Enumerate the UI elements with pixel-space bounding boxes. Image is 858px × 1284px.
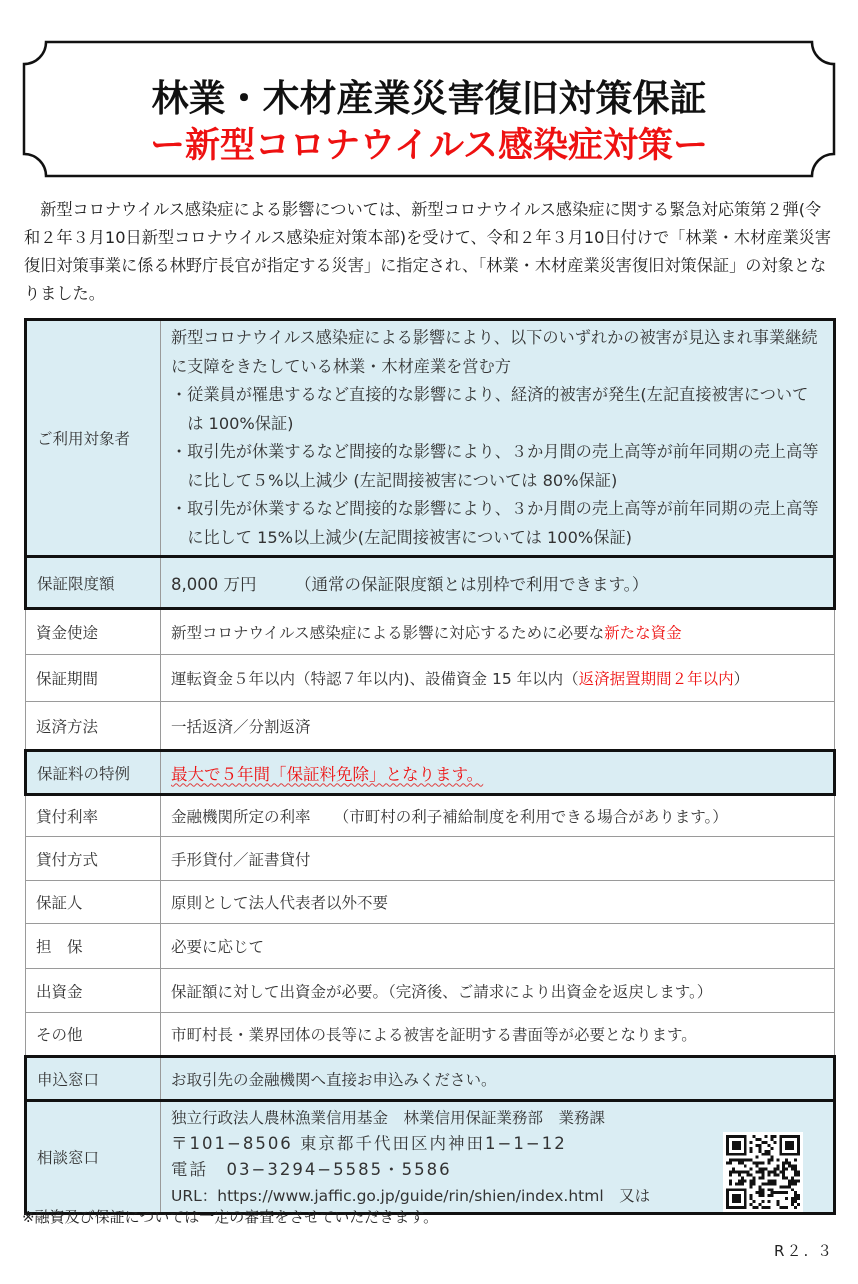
qr-module xyxy=(788,1185,791,1188)
qr-module xyxy=(791,1182,794,1185)
qr-module xyxy=(767,1182,770,1185)
qr-module xyxy=(744,1165,747,1168)
qr-module xyxy=(732,1194,741,1203)
table-row-target xyxy=(26,320,835,557)
qr-module xyxy=(776,1200,779,1203)
qr-module xyxy=(797,1194,800,1197)
qr-module xyxy=(729,1162,732,1165)
qr-module xyxy=(735,1182,738,1185)
qr-module xyxy=(738,1179,741,1182)
row-value: 手形貸付／証書貸付 xyxy=(161,837,835,881)
table-row-apply xyxy=(26,1057,835,1101)
qr-module xyxy=(767,1150,770,1153)
row-value xyxy=(161,320,835,557)
row-value xyxy=(161,609,835,655)
qr-module xyxy=(791,1168,794,1171)
qr-module xyxy=(785,1185,788,1188)
qr-module xyxy=(762,1162,765,1165)
qr-module xyxy=(773,1141,776,1144)
qr-module xyxy=(732,1141,741,1150)
qr-module xyxy=(794,1194,797,1197)
table-row-other xyxy=(26,1013,835,1057)
table-row-guarantor xyxy=(26,881,835,924)
target-bullet: ・取引先が休業するなど間接的な影響により、３か月間の売上高等が前年同期の売上高等に比して５%以上減少 (左記間接被害については 80%保証) xyxy=(171,442,819,490)
qr-module xyxy=(750,1194,753,1197)
row-value: お取引先の金融機関へ直接お申込みください。 xyxy=(161,1057,835,1101)
qr-module xyxy=(762,1173,765,1176)
qr-module xyxy=(753,1182,756,1185)
qr-module xyxy=(756,1206,759,1209)
qr-module xyxy=(776,1159,779,1162)
qr-module xyxy=(753,1206,756,1209)
qr-module xyxy=(791,1176,794,1179)
table-row-limit xyxy=(26,557,835,609)
qr-module xyxy=(782,1191,785,1194)
qr-module xyxy=(738,1162,741,1165)
qr-module xyxy=(779,1185,782,1188)
qr-module xyxy=(764,1135,767,1138)
qr-module xyxy=(750,1197,753,1200)
qr-module xyxy=(785,1162,788,1165)
qr-module xyxy=(750,1147,753,1150)
qr-module xyxy=(770,1179,773,1182)
qr-module xyxy=(741,1171,744,1174)
qr-module xyxy=(759,1138,762,1141)
limit-note: （通常の保証限度額とは別枠で利用できます。） xyxy=(294,574,649,594)
qr-module xyxy=(776,1165,779,1168)
table-row-capital xyxy=(26,969,835,1013)
qr-module xyxy=(782,1185,785,1188)
qr-module xyxy=(794,1165,797,1168)
row-label: 保証限度額 xyxy=(26,557,161,609)
qr-module xyxy=(788,1165,791,1168)
row-label: 保証料の特例 xyxy=(26,751,161,795)
qr-module xyxy=(770,1138,773,1141)
qr-module xyxy=(732,1171,735,1174)
qr-module xyxy=(791,1188,794,1191)
qr-module xyxy=(732,1168,735,1171)
qr-module xyxy=(770,1159,773,1162)
row-label: 出資金 xyxy=(26,969,161,1013)
qr-module xyxy=(776,1203,779,1206)
target-lead: 新型コロナウイルス感染症による影響により、以下のいずれかの被害が見込まれ事業継続に支障をきたしている林業・木材産業を営む方 xyxy=(171,328,818,376)
page-subtitle: ー新型コロナウイルス感染症対策ー xyxy=(150,126,708,166)
qr-module xyxy=(759,1147,762,1150)
fee-text: 最大で５年間「保証料免除」となります。 xyxy=(171,764,484,784)
qr-module xyxy=(794,1200,797,1203)
qr-module xyxy=(779,1206,782,1209)
qr-module xyxy=(756,1156,759,1159)
qr-module xyxy=(794,1197,797,1200)
qr-module xyxy=(767,1162,770,1165)
qr-module xyxy=(773,1182,776,1185)
qr-module xyxy=(750,1185,753,1188)
qr-module xyxy=(785,1141,794,1150)
qr-module xyxy=(756,1162,759,1165)
qr-module xyxy=(770,1171,773,1174)
qr-module xyxy=(762,1206,765,1209)
qr-module xyxy=(791,1179,794,1182)
qr-module xyxy=(791,1197,794,1200)
qr-module xyxy=(764,1206,767,1209)
consult-url[interactable]: URL：https://www.jaffic.go.jp/guide/rin/shien/index.html 又は xyxy=(171,1187,651,1205)
qr-module xyxy=(750,1182,753,1185)
qr-module xyxy=(759,1176,762,1179)
qr-module xyxy=(741,1182,744,1185)
row-value xyxy=(161,655,835,702)
footnote: ※融資及び保証については一定の審査をさせていただきます。 xyxy=(22,1208,439,1226)
qr-module xyxy=(782,1165,785,1168)
qr-module xyxy=(759,1162,762,1165)
qr-module xyxy=(791,1165,794,1168)
table-row-rate xyxy=(26,795,835,837)
qr-module xyxy=(747,1171,750,1174)
qr-module xyxy=(729,1171,732,1174)
qr-module xyxy=(770,1191,773,1194)
qr-module xyxy=(762,1200,765,1203)
qr-module xyxy=(794,1182,797,1185)
qr-module xyxy=(797,1171,800,1174)
qr-module xyxy=(750,1159,753,1162)
qr-module xyxy=(738,1159,741,1162)
qr-module xyxy=(782,1162,785,1165)
qr-module xyxy=(764,1150,767,1153)
row-value: 市町村長・業界団体の長等による被害を証明する書面等が必要となります。 xyxy=(161,1013,835,1057)
qr-module xyxy=(767,1173,770,1176)
table-row-consult xyxy=(26,1101,835,1214)
qr-module xyxy=(773,1179,776,1182)
row-label: 申込窓口 xyxy=(26,1057,161,1101)
qr-module xyxy=(744,1171,747,1174)
qr-module xyxy=(753,1135,756,1138)
qr-module xyxy=(762,1182,765,1185)
qr-module xyxy=(797,1203,800,1206)
qr-module xyxy=(756,1165,759,1168)
qr-module xyxy=(759,1144,762,1147)
row-value xyxy=(161,1101,835,1214)
qr-module xyxy=(779,1171,782,1174)
table-row-period xyxy=(26,655,835,702)
qr-module xyxy=(791,1203,794,1206)
qr-module xyxy=(770,1194,773,1197)
qr-code-icon[interactable] xyxy=(723,1132,803,1212)
qr-module xyxy=(791,1200,794,1203)
period-text: 運転資金５年以内（特認７年以内)、設備資金 15 年以内（ xyxy=(171,670,579,688)
qr-module xyxy=(762,1176,765,1179)
limit-amount: 8,000 万円 xyxy=(171,574,257,594)
qr-module xyxy=(759,1185,762,1188)
qr-module xyxy=(794,1179,797,1182)
qr-module xyxy=(767,1200,770,1203)
qr-module xyxy=(770,1188,773,1191)
qr-module xyxy=(764,1141,767,1144)
qr-module xyxy=(770,1182,773,1185)
qr-module xyxy=(794,1191,797,1194)
row-label: 相談窓口 xyxy=(26,1101,161,1214)
qr-module xyxy=(767,1179,770,1182)
qr-module xyxy=(741,1176,744,1179)
qr-module xyxy=(729,1182,732,1185)
qr-module xyxy=(773,1135,776,1138)
qr-module xyxy=(759,1168,762,1171)
row-label: 保証期間 xyxy=(26,655,161,702)
qr-module xyxy=(797,1179,800,1182)
qr-module xyxy=(753,1179,756,1182)
row-value: 金融機関所定の利率 （市町村の利子補給制度を利用できる場合があります。） xyxy=(161,795,835,837)
qr-module xyxy=(788,1179,791,1182)
qr-module xyxy=(773,1173,776,1176)
target-bullet: ・従業員が罹患するなど直接的な影響により、経済的被害が発生(左記直接被害については 100%保証) xyxy=(171,385,809,433)
qr-module xyxy=(764,1168,767,1171)
row-label: 資金使途 xyxy=(26,609,161,655)
qr-module xyxy=(785,1159,788,1162)
qr-module xyxy=(779,1191,782,1194)
qr-module xyxy=(767,1206,770,1209)
qr-module xyxy=(782,1171,785,1174)
qr-module xyxy=(770,1147,773,1150)
qr-module xyxy=(753,1200,756,1203)
qr-module xyxy=(753,1176,756,1179)
qr-module xyxy=(750,1150,753,1153)
title-frame xyxy=(22,40,836,178)
qr-module xyxy=(735,1159,738,1162)
qr-module xyxy=(773,1171,776,1174)
qr-module xyxy=(732,1159,735,1162)
qr-module xyxy=(729,1159,732,1162)
qr-module xyxy=(794,1173,797,1176)
qr-module xyxy=(753,1162,756,1165)
qr-module xyxy=(767,1194,770,1197)
row-label: 貸付方式 xyxy=(26,837,161,881)
qr-module xyxy=(767,1153,770,1156)
qr-code-graphic xyxy=(726,1135,800,1209)
qr-module xyxy=(767,1144,770,1147)
qr-module xyxy=(759,1194,762,1197)
row-value: 必要に応じて xyxy=(161,924,835,969)
qr-module xyxy=(782,1176,785,1179)
qr-module xyxy=(756,1171,759,1174)
qr-module xyxy=(762,1188,765,1191)
qr-module xyxy=(759,1191,762,1194)
qr-module xyxy=(785,1168,788,1171)
qr-module xyxy=(785,1176,788,1179)
qr-module xyxy=(759,1150,762,1153)
qr-module xyxy=(756,1138,759,1141)
qr-module xyxy=(767,1171,770,1174)
table-row-collateral xyxy=(26,924,835,969)
row-label: 貸付利率 xyxy=(26,795,161,837)
qr-module xyxy=(764,1153,767,1156)
row-label: 返済方法 xyxy=(26,702,161,751)
row-value xyxy=(161,751,835,795)
qr-module xyxy=(782,1168,785,1171)
row-value: 保証額に対して出資金が必要。（完済後、ご請求により出資金を返戻します。） xyxy=(161,969,835,1013)
qr-module xyxy=(767,1188,770,1191)
qr-module xyxy=(750,1168,753,1171)
consult-address: 〒101−8506 東京都千代田区内神田1−1−12 xyxy=(171,1134,567,1153)
consult-phone: 電話 03−3294−5585・5586 xyxy=(171,1160,452,1179)
qr-module xyxy=(744,1179,747,1182)
use-highlight: 新たな資金 xyxy=(604,624,682,642)
row-label: 担 保 xyxy=(26,924,161,969)
qr-module xyxy=(773,1168,776,1171)
qr-module xyxy=(794,1168,797,1171)
row-value: 一括返済／分割返済 xyxy=(161,702,835,751)
qr-module xyxy=(785,1197,788,1200)
qr-module xyxy=(729,1173,732,1176)
qr-module xyxy=(785,1206,788,1209)
qr-module xyxy=(788,1182,791,1185)
qr-module xyxy=(756,1144,759,1147)
qr-module xyxy=(750,1179,753,1182)
intro-paragraph: 新型コロナウイルス感染症による影響については、新型コロナウイルス感染症に関する緊急対応策第２弾(令和２年３月10日新型コロナウイルス感染症対策本部)を受けて、令和２年３月10日付けで「林業・木材産業災害復旧対策事業に係る林野庁長官が指定する災害」に指定され、「林業・木材産業災害復旧対策保証」の対象となりました。 xyxy=(24,200,832,303)
row-label: ご利用対象者 xyxy=(26,320,161,557)
qr-module xyxy=(747,1173,750,1176)
revision-date: R２. ３ xyxy=(774,1242,834,1260)
qr-module xyxy=(762,1141,765,1144)
qr-module xyxy=(741,1159,744,1162)
qr-module xyxy=(797,1197,800,1200)
qr-module xyxy=(788,1162,791,1165)
row-label: その他 xyxy=(26,1013,161,1057)
qr-module xyxy=(756,1191,759,1194)
qr-module xyxy=(750,1203,753,1206)
qr-module xyxy=(776,1191,779,1194)
qr-module xyxy=(794,1171,797,1174)
qr-module xyxy=(797,1173,800,1176)
qr-module xyxy=(782,1206,785,1209)
qr-module xyxy=(738,1171,741,1174)
qr-module xyxy=(770,1156,773,1159)
qr-module xyxy=(735,1171,738,1174)
qr-module xyxy=(764,1182,767,1185)
qr-module xyxy=(767,1159,770,1162)
table-row-fee xyxy=(26,751,835,795)
qr-module xyxy=(762,1171,765,1174)
qr-module xyxy=(729,1179,732,1182)
use-text: 新型コロナウイルス感染症による影響に対応するために必要な xyxy=(171,624,605,642)
qr-module xyxy=(759,1171,762,1174)
qr-module xyxy=(726,1162,729,1165)
qr-module xyxy=(741,1162,744,1165)
row-label: 保証人 xyxy=(26,881,161,924)
qr-module xyxy=(750,1141,753,1144)
qr-module xyxy=(750,1173,753,1176)
qr-module xyxy=(770,1135,773,1138)
period-tail: ） xyxy=(733,670,750,688)
qr-module xyxy=(759,1188,762,1191)
qr-module xyxy=(762,1191,765,1194)
qr-module xyxy=(741,1179,744,1182)
table-row-method xyxy=(26,837,835,881)
target-bullet: ・取引先が休業するなど間接的な影響により、３か月間の売上高等が前年同期の売上高等に比して 15%以上減少(左記間接被害については 100%保証) xyxy=(171,499,819,547)
qr-module xyxy=(782,1173,785,1176)
row-value xyxy=(161,557,835,609)
qr-module xyxy=(776,1173,779,1176)
qr-module xyxy=(744,1159,747,1162)
consult-org: 独立行政法人農林漁業信用基金 林業信用保証業務部 業務課 xyxy=(171,1109,606,1127)
page-title: 林業・木材産業災害復旧対策保証 xyxy=(151,77,707,120)
qr-module xyxy=(773,1191,776,1194)
table-row-repay xyxy=(26,702,835,751)
qr-module xyxy=(762,1153,765,1156)
qr-module xyxy=(759,1203,762,1206)
period-highlight: 返済据置期間２年以内 xyxy=(578,670,734,688)
info-table xyxy=(24,318,836,1215)
qr-module xyxy=(776,1168,779,1171)
row-value: 原則として法人代表者以外不要 xyxy=(161,881,835,924)
table-row-use xyxy=(26,609,835,655)
qr-module xyxy=(785,1191,788,1194)
qr-module xyxy=(794,1159,797,1162)
qr-module xyxy=(738,1182,741,1185)
qr-module xyxy=(762,1194,765,1197)
qr-module xyxy=(794,1206,797,1209)
qr-module xyxy=(738,1173,741,1176)
qr-module xyxy=(762,1168,765,1171)
qr-module xyxy=(747,1159,750,1162)
